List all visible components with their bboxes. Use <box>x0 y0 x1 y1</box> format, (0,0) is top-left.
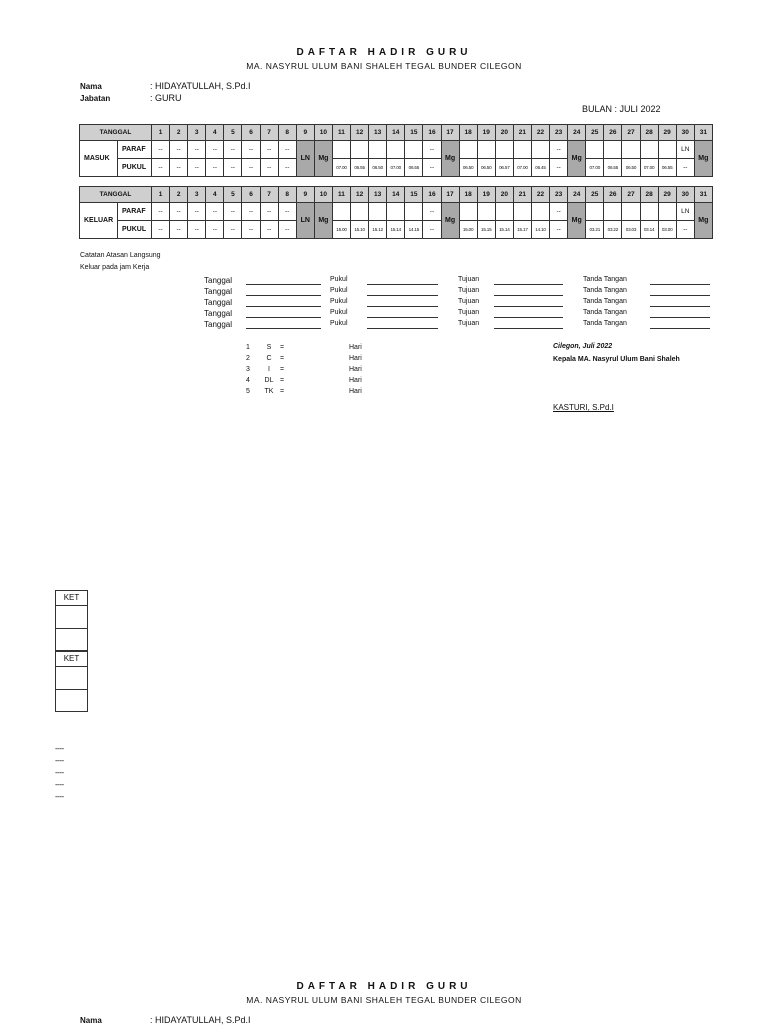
leave-fill-line[interactable] <box>367 295 438 296</box>
pukul-cell[interactable]: 15.15 <box>477 221 495 239</box>
paraf-cell[interactable]: -- <box>170 141 188 159</box>
paraf-cell[interactable] <box>332 141 350 159</box>
paraf-cell[interactable]: -- <box>423 203 441 221</box>
paraf-cell[interactable] <box>604 203 622 221</box>
pukul-cell[interactable]: 06.57 <box>495 159 513 177</box>
nama-label: Nama <box>80 82 102 91</box>
leave-fill-line[interactable] <box>650 295 710 296</box>
day-marker-cell: Mg <box>314 203 332 239</box>
signature-name: KASTURI, S.Pd.I <box>553 403 614 412</box>
day-marker-cell: Mg <box>568 141 586 177</box>
day-header: 25 <box>586 187 604 203</box>
masuk-table <box>79 124 713 177</box>
leave-tanggal-label: Tanggal <box>204 287 233 296</box>
day-header: 12 <box>351 187 369 203</box>
pukul-cell[interactable]: 06.50 <box>459 159 477 177</box>
paraf-cell[interactable] <box>513 141 531 159</box>
paraf-label: PARAF <box>118 203 152 221</box>
paraf-cell[interactable] <box>531 141 549 159</box>
paraf-cell[interactable]: -- <box>152 203 170 221</box>
leave-pukul-label: Pukul <box>330 320 348 327</box>
footer-nama-value: : HIDAYATULLAH, S.Pd.I <box>150 1015 251 1025</box>
leave-tanggal-label: Tanggal <box>204 276 233 285</box>
day-header: 4 <box>206 125 224 141</box>
leave-fill-line[interactable] <box>367 328 438 329</box>
summary-unit: Hari <box>349 366 362 373</box>
pukul-cell[interactable]: 07.00 <box>640 159 658 177</box>
day-header: 10 <box>314 125 332 141</box>
footer-title: DAFTAR HADIR GURU <box>296 981 472 992</box>
tanggal-header: TANGGAL <box>80 187 152 203</box>
summary-code: S <box>266 344 272 351</box>
pukul-cell[interactable]: 03.14 <box>640 221 658 239</box>
day-header: 9 <box>296 125 314 141</box>
paraf-cell[interactable] <box>495 141 513 159</box>
leave-fill-line[interactable] <box>494 284 563 285</box>
footer-school: MA. NASYRUL ULUM BANI SHALEH TEGAL BUNDER CILEGON <box>246 995 522 1005</box>
day-header: 23 <box>550 187 568 203</box>
pukul-cell[interactable]: 07.00 <box>332 159 350 177</box>
day-header: 1 <box>152 187 170 203</box>
paraf-cell[interactable]: -- <box>550 141 568 159</box>
dash-line: ---- <box>55 756 64 765</box>
paraf-cell[interactable] <box>658 203 676 221</box>
leave-fill-line[interactable] <box>367 306 438 307</box>
paraf-cell[interactable] <box>622 141 640 159</box>
pukul-cell[interactable]: -- <box>242 159 260 177</box>
summary-unit: Hari <box>349 388 362 395</box>
day-marker-cell: LN <box>296 141 314 177</box>
paraf-cell[interactable]: -- <box>550 203 568 221</box>
ket-cell <box>56 667 87 690</box>
paraf-cell[interactable] <box>622 203 640 221</box>
day-header: 13 <box>369 187 387 203</box>
ket-cell <box>56 606 87 629</box>
pukul-cell[interactable]: 06.55 <box>405 159 423 177</box>
leave-fill-line[interactable] <box>494 328 563 329</box>
pukul-cell[interactable]: 15.00 <box>459 221 477 239</box>
ket-box <box>55 590 88 651</box>
day-header: 8 <box>278 125 296 141</box>
pukul-cell[interactable]: -- <box>152 221 170 239</box>
pukul-cell[interactable]: -- <box>278 159 296 177</box>
day-header: 31 <box>694 125 712 141</box>
paraf-cell[interactable]: -- <box>152 141 170 159</box>
summary-no: 1 <box>246 344 250 351</box>
paraf-cell[interactable]: -- <box>242 141 260 159</box>
pukul-cell[interactable]: -- <box>188 221 206 239</box>
day-header: 22 <box>531 187 549 203</box>
jabatan-label: Jabatan <box>80 94 111 103</box>
pukul-cell[interactable]: -- <box>242 221 260 239</box>
dash-line: ---- <box>55 744 64 753</box>
day-header: 8 <box>278 187 296 203</box>
paraf-cell[interactable] <box>586 203 604 221</box>
notes-line2: Keluar pada jam Kerja <box>80 264 150 271</box>
leave-fill-line[interactable] <box>367 317 438 318</box>
leave-pukul-label: Pukul <box>330 298 348 305</box>
day-header: 23 <box>550 125 568 141</box>
masuk-row-label: MASUK <box>80 141 118 177</box>
day-header: 2 <box>170 187 188 203</box>
pukul-cell[interactable]: 15.10 <box>351 221 369 239</box>
pukul-cell[interactable]: -- <box>278 221 296 239</box>
pukul-cell[interactable]: -- <box>676 159 694 177</box>
leave-tujuan-label: Tujuan <box>458 298 480 305</box>
page-title: DAFTAR HADIR GURU <box>296 47 472 58</box>
paraf-cell[interactable]: -- <box>170 203 188 221</box>
pukul-cell[interactable]: 06.50 <box>369 159 387 177</box>
day-marker-cell: Mg <box>441 141 459 177</box>
pukul-cell[interactable]: 14.10 <box>531 221 549 239</box>
paraf-cell[interactable]: -- <box>188 203 206 221</box>
leave-pukul-label: Pukul <box>330 309 348 316</box>
leave-row <box>0 287 768 298</box>
summary-code: DL <box>264 377 274 384</box>
summary-code: TK <box>264 388 274 395</box>
pukul-cell[interactable]: 07.00 <box>513 159 531 177</box>
summary-code: C <box>266 355 272 362</box>
day-header: 28 <box>640 125 658 141</box>
summary-unit: Hari <box>349 377 362 384</box>
day-header: 28 <box>640 187 658 203</box>
day-header: 11 <box>332 125 350 141</box>
day-header: 29 <box>658 125 676 141</box>
leave-tujuan-label: Tujuan <box>458 320 480 327</box>
day-header: 9 <box>296 187 314 203</box>
leave-fill-line[interactable] <box>246 295 321 296</box>
pukul-cell[interactable]: -- <box>224 159 242 177</box>
day-header: 7 <box>260 187 278 203</box>
pukul-cell[interactable]: -- <box>260 221 278 239</box>
day-header: 24 <box>568 125 586 141</box>
day-header: 12 <box>351 125 369 141</box>
leave-ttd-label: Tanda Tangan <box>583 298 627 305</box>
paraf-cell[interactable] <box>586 141 604 159</box>
summary-no: 2 <box>246 355 250 362</box>
day-header: 3 <box>188 187 206 203</box>
leave-fill-line[interactable] <box>494 306 563 307</box>
summary-eq: = <box>280 388 285 395</box>
leave-tanggal-label: Tanggal <box>204 320 233 329</box>
day-header: 26 <box>604 187 622 203</box>
day-header: 16 <box>423 187 441 203</box>
day-marker-cell: Mg <box>314 141 332 177</box>
summary-row <box>0 388 768 399</box>
pukul-cell[interactable]: 15.14 <box>387 221 405 239</box>
day-header: 19 <box>477 125 495 141</box>
day-header: 27 <box>622 187 640 203</box>
paraf-cell[interactable]: LN <box>676 141 694 159</box>
pukul-cell[interactable]: 15.00 <box>332 221 350 239</box>
day-header: 22 <box>531 125 549 141</box>
day-header: 24 <box>568 187 586 203</box>
day-header: 14 <box>387 125 405 141</box>
day-header: 18 <box>459 125 477 141</box>
leave-fill-line[interactable] <box>650 284 710 285</box>
dash-line: ---- <box>55 768 64 777</box>
day-header: 5 <box>224 125 242 141</box>
paraf-cell[interactable] <box>405 141 423 159</box>
day-header: 25 <box>586 125 604 141</box>
pukul-cell[interactable]: 06.55 <box>658 159 676 177</box>
nama-value: : HIDAYATULLAH, S.Pd.I <box>150 81 251 91</box>
ket-label: KET <box>56 591 87 606</box>
ket-box <box>55 651 88 712</box>
paraf-cell[interactable] <box>351 203 369 221</box>
paraf-cell[interactable]: -- <box>423 141 441 159</box>
keluar-row-label: KELUAR <box>80 203 118 239</box>
paraf-cell[interactable] <box>658 141 676 159</box>
paraf-cell[interactable]: LN <box>676 203 694 221</box>
pukul-cell[interactable]: 07.00 <box>387 159 405 177</box>
pukul-cell[interactable]: -- <box>260 159 278 177</box>
day-header: 19 <box>477 187 495 203</box>
paraf-cell[interactable]: -- <box>206 203 224 221</box>
paraf-cell[interactable] <box>369 203 387 221</box>
day-header: 21 <box>513 187 531 203</box>
paraf-cell[interactable] <box>369 141 387 159</box>
day-header: 17 <box>441 187 459 203</box>
leave-tanggal-label: Tanggal <box>204 298 233 307</box>
leave-ttd-label: Tanda Tangan <box>583 320 627 327</box>
notes-line1: Catatan Atasan Langsung <box>80 252 161 259</box>
day-header: 31 <box>694 187 712 203</box>
leave-fill-line[interactable] <box>246 284 321 285</box>
day-header: 30 <box>676 125 694 141</box>
leave-tujuan-label: Tujuan <box>458 276 480 283</box>
leave-pukul-label: Pukul <box>330 276 348 283</box>
paraf-label: PARAF <box>118 141 152 159</box>
pukul-cell[interactable]: -- <box>152 159 170 177</box>
day-header: 11 <box>332 187 350 203</box>
summary-row <box>0 344 768 355</box>
pukul-cell[interactable]: -- <box>170 221 188 239</box>
pukul-cell[interactable]: -- <box>188 159 206 177</box>
tanggal-header: TANGGAL <box>80 125 152 141</box>
day-header: 15 <box>405 125 423 141</box>
summary-eq: = <box>280 366 285 373</box>
keluar-table <box>79 186 713 239</box>
bulan-label: BULAN : JULI 2022 <box>582 104 661 114</box>
paraf-cell[interactable]: -- <box>260 141 278 159</box>
leave-fill-line[interactable] <box>494 295 563 296</box>
paraf-cell[interactable]: -- <box>278 203 296 221</box>
day-marker-cell: LN <box>296 203 314 239</box>
pukul-cell[interactable]: 15.17 <box>513 221 531 239</box>
paraf-cell[interactable]: -- <box>224 203 242 221</box>
summary-row <box>0 366 768 377</box>
signature-position: Kepala MA. Nasyrul Ulum Bani Shaleh <box>553 356 680 363</box>
day-header: 14 <box>387 187 405 203</box>
day-header: 20 <box>495 187 513 203</box>
paraf-cell[interactable] <box>495 203 513 221</box>
day-header: 3 <box>188 125 206 141</box>
day-header: 17 <box>441 125 459 141</box>
leave-fill-line[interactable] <box>367 284 438 285</box>
summary-eq: = <box>280 355 285 362</box>
paraf-cell[interactable] <box>477 203 495 221</box>
pukul-label: PUKUL <box>118 221 152 239</box>
leave-fill-line[interactable] <box>246 328 321 329</box>
leave-row <box>0 309 768 320</box>
leave-tanggal-label: Tanggal <box>204 309 233 318</box>
pukul-cell[interactable]: 06.55 <box>604 159 622 177</box>
paraf-cell[interactable] <box>332 203 350 221</box>
summary-code: I <box>268 366 270 373</box>
leave-ttd-label: Tanda Tangan <box>583 309 627 316</box>
ket-cell <box>56 629 87 650</box>
leave-row <box>0 276 768 287</box>
day-header: 21 <box>513 125 531 141</box>
leave-ttd-label: Tanda Tangan <box>583 276 627 283</box>
day-marker-cell: Mg <box>694 203 712 239</box>
paraf-cell[interactable]: -- <box>260 203 278 221</box>
ket-label: KET <box>56 652 87 667</box>
paraf-cell[interactable]: -- <box>278 141 296 159</box>
day-header: 6 <box>242 187 260 203</box>
pukul-label: PUKUL <box>118 159 152 177</box>
pukul-cell[interactable]: -- <box>550 159 568 177</box>
leave-fill-line[interactable] <box>650 317 710 318</box>
day-marker-cell: Mg <box>568 203 586 239</box>
jabatan-value: : GURU <box>150 93 182 103</box>
paraf-cell[interactable] <box>640 203 658 221</box>
day-header: 18 <box>459 187 477 203</box>
pukul-cell[interactable]: 06.45 <box>531 159 549 177</box>
day-header: 26 <box>604 125 622 141</box>
paraf-cell[interactable] <box>459 203 477 221</box>
pukul-cell[interactable]: -- <box>206 221 224 239</box>
paraf-cell[interactable]: -- <box>188 141 206 159</box>
paraf-cell[interactable]: -- <box>242 203 260 221</box>
paraf-cell[interactable] <box>604 141 622 159</box>
day-header: 15 <box>405 187 423 203</box>
day-header: 4 <box>206 187 224 203</box>
paraf-cell[interactable] <box>405 203 423 221</box>
day-header: 13 <box>369 125 387 141</box>
pukul-cell[interactable]: -- <box>423 159 441 177</box>
summary-no: 5 <box>246 388 250 395</box>
pukul-cell[interactable]: 07.00 <box>586 159 604 177</box>
day-header: 5 <box>224 187 242 203</box>
summary-eq: = <box>280 377 285 384</box>
pukul-cell[interactable]: 15.12 <box>369 221 387 239</box>
paraf-cell[interactable] <box>387 141 405 159</box>
school-name: MA. NASYRUL ULUM BANI SHALEH TEGAL BUNDER CILEGON <box>246 61 522 71</box>
pukul-cell[interactable]: -- <box>676 221 694 239</box>
paraf-cell[interactable] <box>477 141 495 159</box>
summary-eq: = <box>280 344 285 351</box>
paraf-cell[interactable] <box>513 203 531 221</box>
day-header: 29 <box>658 187 676 203</box>
summary-no: 4 <box>246 377 250 384</box>
signature-place-date: Cilegon, Juli 2022 <box>553 343 613 350</box>
day-header: 6 <box>242 125 260 141</box>
pukul-cell[interactable]: -- <box>206 159 224 177</box>
pukul-cell[interactable]: 03.00 <box>658 221 676 239</box>
footer-nama-label: Nama <box>80 1016 102 1025</box>
paraf-cell[interactable] <box>531 203 549 221</box>
paraf-cell[interactable]: -- <box>224 141 242 159</box>
leave-fill-line[interactable] <box>246 306 321 307</box>
pukul-cell[interactable]: 06.55 <box>351 159 369 177</box>
summary-unit: Hari <box>349 355 362 362</box>
summary-unit: Hari <box>349 344 362 351</box>
leave-row <box>0 298 768 309</box>
day-marker-cell: Mg <box>694 141 712 177</box>
leave-tujuan-label: Tujuan <box>458 287 480 294</box>
dash-line: ---- <box>55 792 64 801</box>
day-header: 27 <box>622 125 640 141</box>
pukul-cell[interactable]: -- <box>170 159 188 177</box>
day-header: 16 <box>423 125 441 141</box>
leave-tujuan-label: Tujuan <box>458 309 480 316</box>
pukul-cell[interactable]: 03.22 <box>604 221 622 239</box>
pukul-cell[interactable]: 06.50 <box>477 159 495 177</box>
day-header: 10 <box>314 187 332 203</box>
pukul-cell[interactable]: 03.21 <box>586 221 604 239</box>
paraf-cell[interactable]: -- <box>206 141 224 159</box>
paraf-cell[interactable] <box>351 141 369 159</box>
leave-fill-line[interactable] <box>650 328 710 329</box>
summary-row <box>0 377 768 388</box>
leave-fill-line[interactable] <box>494 317 563 318</box>
day-header: 20 <box>495 125 513 141</box>
paraf-cell[interactable] <box>459 141 477 159</box>
pukul-cell[interactable]: 06.50 <box>622 159 640 177</box>
ket-cell <box>56 690 87 711</box>
paraf-cell[interactable] <box>640 141 658 159</box>
pukul-cell[interactable]: 14.15 <box>405 221 423 239</box>
pukul-cell[interactable]: -- <box>224 221 242 239</box>
pukul-cell[interactable]: -- <box>423 221 441 239</box>
pukul-cell[interactable]: 15.14 <box>495 221 513 239</box>
day-header: 7 <box>260 125 278 141</box>
pukul-cell[interactable]: -- <box>550 221 568 239</box>
day-header: 1 <box>152 125 170 141</box>
summary-no: 3 <box>246 366 250 373</box>
leave-fill-line[interactable] <box>246 317 321 318</box>
leave-row <box>0 320 768 331</box>
leave-pukul-label: Pukul <box>330 287 348 294</box>
day-marker-cell: Mg <box>441 203 459 239</box>
day-header: 30 <box>676 187 694 203</box>
day-header: 2 <box>170 125 188 141</box>
leave-ttd-label: Tanda Tangan <box>583 287 627 294</box>
paraf-cell[interactable] <box>387 203 405 221</box>
pukul-cell[interactable]: 03.03 <box>622 221 640 239</box>
leave-fill-line[interactable] <box>650 306 710 307</box>
dash-line: ---- <box>55 780 64 789</box>
